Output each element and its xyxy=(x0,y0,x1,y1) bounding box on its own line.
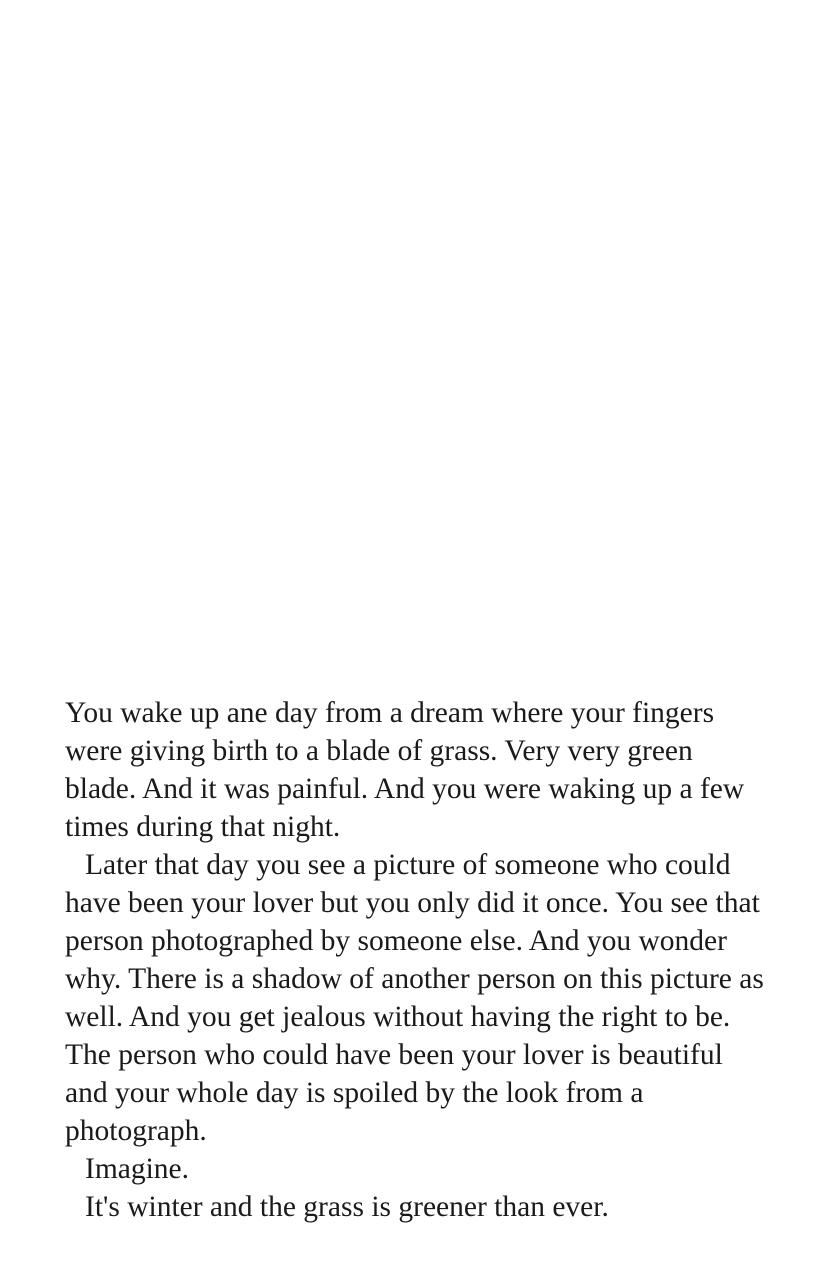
prose-text xyxy=(65,694,767,1226)
paragraph-1: You wake up ane day from a dream where your fingers were giving birth to a blade of grass. Very very green blade. And it was painful. And you were waking up a few times during that night. xyxy=(65,697,745,843)
paragraph-2: Later that day you see a picture of someone who could have been your lover but you only did it once. You see that person photographed by someone else. And you wonder why. There is a shadow of another person on this picture as well. And you get jealous without having the right to be. The person who could have been your lover is beautiful and your whole day is spoiled by the look from a photograph. xyxy=(65,849,764,1147)
paragraph-3: Imagine. xyxy=(85,1153,190,1185)
paragraph-4: It's winter and the grass is greener than ever. xyxy=(85,1191,609,1223)
